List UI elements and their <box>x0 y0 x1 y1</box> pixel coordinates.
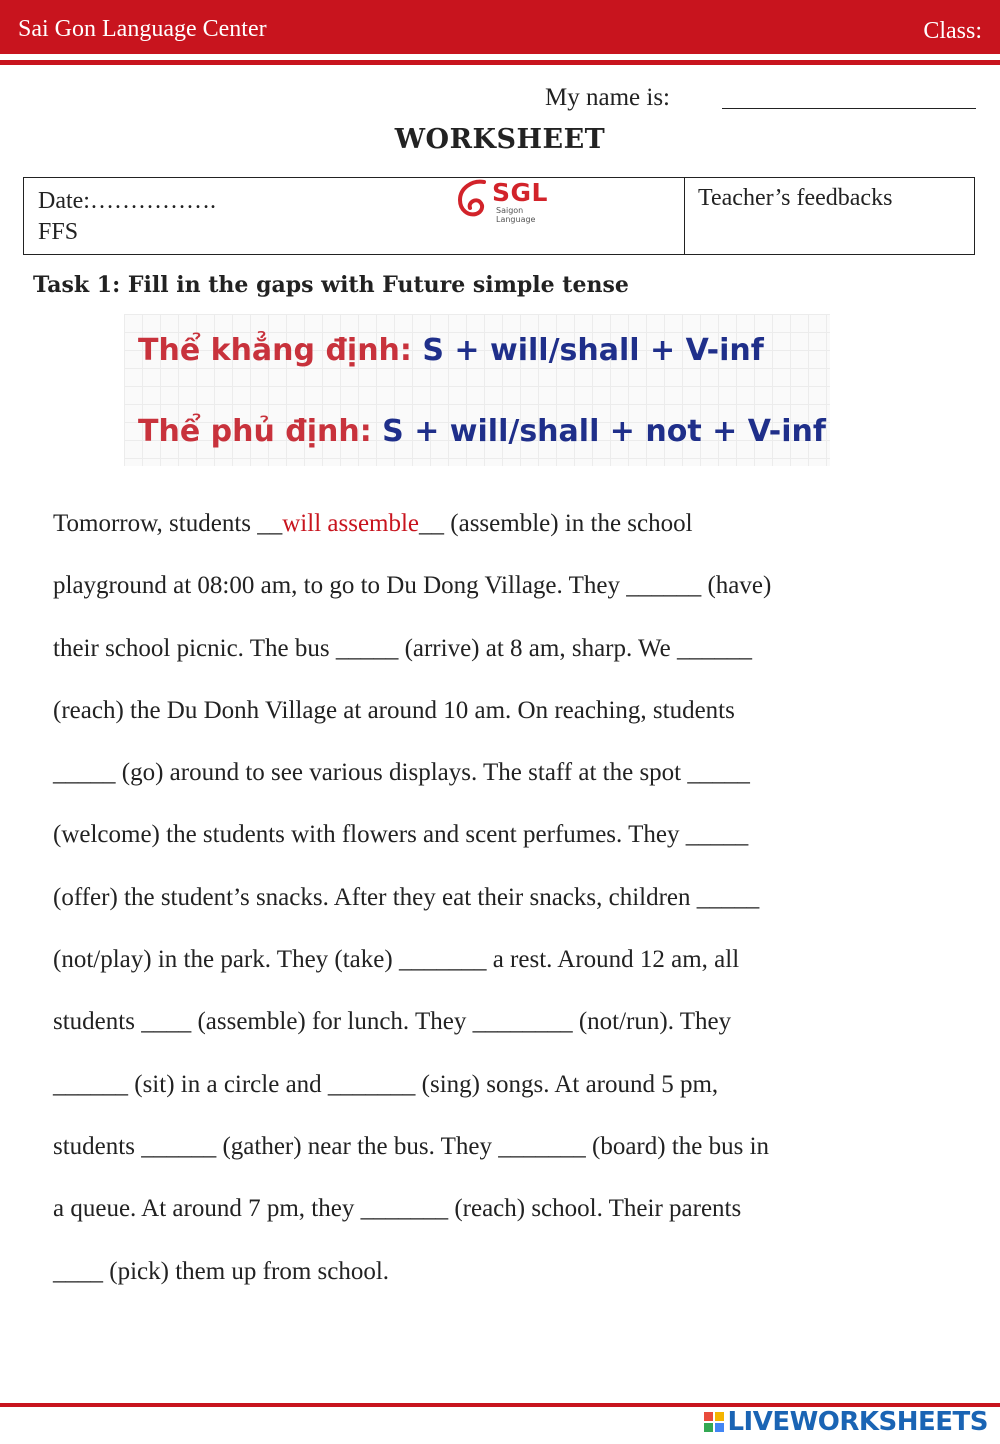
info-table <box>23 177 975 255</box>
affirmative-structure: S + will/shall + V-inf <box>422 333 764 368</box>
negative-formula <box>138 414 826 449</box>
exercise-passage <box>53 493 963 1303</box>
passage-text: Tomorrow, students __ <box>53 510 283 537</box>
header-divider <box>0 60 1000 65</box>
passage-line: ______ (sit) in a circle and _______ (sing) songs. At around 5 pm, <box>53 1070 719 1098</box>
task-title: Task 1: Fill in the gaps with Future simple tense <box>33 272 629 298</box>
swirl-icon <box>454 178 494 220</box>
formula-box <box>124 314 830 466</box>
date-label: Date:……………. <box>38 188 216 214</box>
feedback-label: Teacher’s feedbacks <box>698 185 893 211</box>
sgl-logo <box>454 178 564 222</box>
name-field[interactable] <box>722 108 976 109</box>
passage-text: __ (assemble) in the school <box>419 510 693 537</box>
brand-text: LIVEWORKSHEETS <box>727 1407 988 1437</box>
liveworksheets-logo[interactable] <box>704 1404 988 1440</box>
passage-line: ____ (pick) them up from school. <box>53 1257 390 1285</box>
header-bar <box>0 0 1000 54</box>
class-label: Class: <box>923 18 982 44</box>
worksheet-code: FFS <box>38 219 79 245</box>
affirmative-formula <box>138 333 764 368</box>
date-cell <box>38 186 216 248</box>
passage-line: playground at 08:00 am, to go to Du Dong Village. They ______ (have) <box>53 572 772 600</box>
logo-subtext: Saigon Language <box>496 206 536 224</box>
passage-line: their school picnic. The bus _____ (arrive) at 8 am, sharp. We ______ <box>53 634 752 662</box>
page-title: WORKSHEET <box>394 124 606 155</box>
negative-label: Thể phủ định: <box>138 414 372 449</box>
passage-line: (welcome) the students with flowers and scent perfumes. They _____ <box>53 821 749 849</box>
passage-line: (reach) the Du Donh Village at around 10 am. On reaching, students <box>53 696 735 724</box>
logo-text: SGL <box>492 178 548 207</box>
passage-line: _____ (go) around to see various displays. The staff at the spot _____ <box>53 759 750 787</box>
passage-line: (offer) the student’s snacks. After they eat their snacks, children _____ <box>53 883 760 911</box>
name-label: My name is: <box>545 84 670 111</box>
center-name: Sai Gon Language Center <box>18 16 267 42</box>
negative-structure: S + will/shall + not + V-inf <box>382 414 826 449</box>
table-divider <box>684 178 685 254</box>
blocks-icon <box>704 1412 724 1432</box>
passage-line: (not/play) in the park. They (take) _______ a rest. Around 12 am, all <box>53 946 740 974</box>
passage-line: a queue. At around 7 pm, they _______ (reach) school. Their parents <box>53 1195 742 1223</box>
affirmative-label: Thể khẳng định: <box>138 333 412 368</box>
passage-line: students ____ (assemble) for lunch. They ________ (not/run). They <box>53 1008 732 1036</box>
answer-blank[interactable]: will assemble <box>282 510 420 537</box>
passage-line <box>53 493 963 555</box>
passage-line: students ______ (gather) near the bus. They _______ (board) the bus in <box>53 1132 770 1160</box>
